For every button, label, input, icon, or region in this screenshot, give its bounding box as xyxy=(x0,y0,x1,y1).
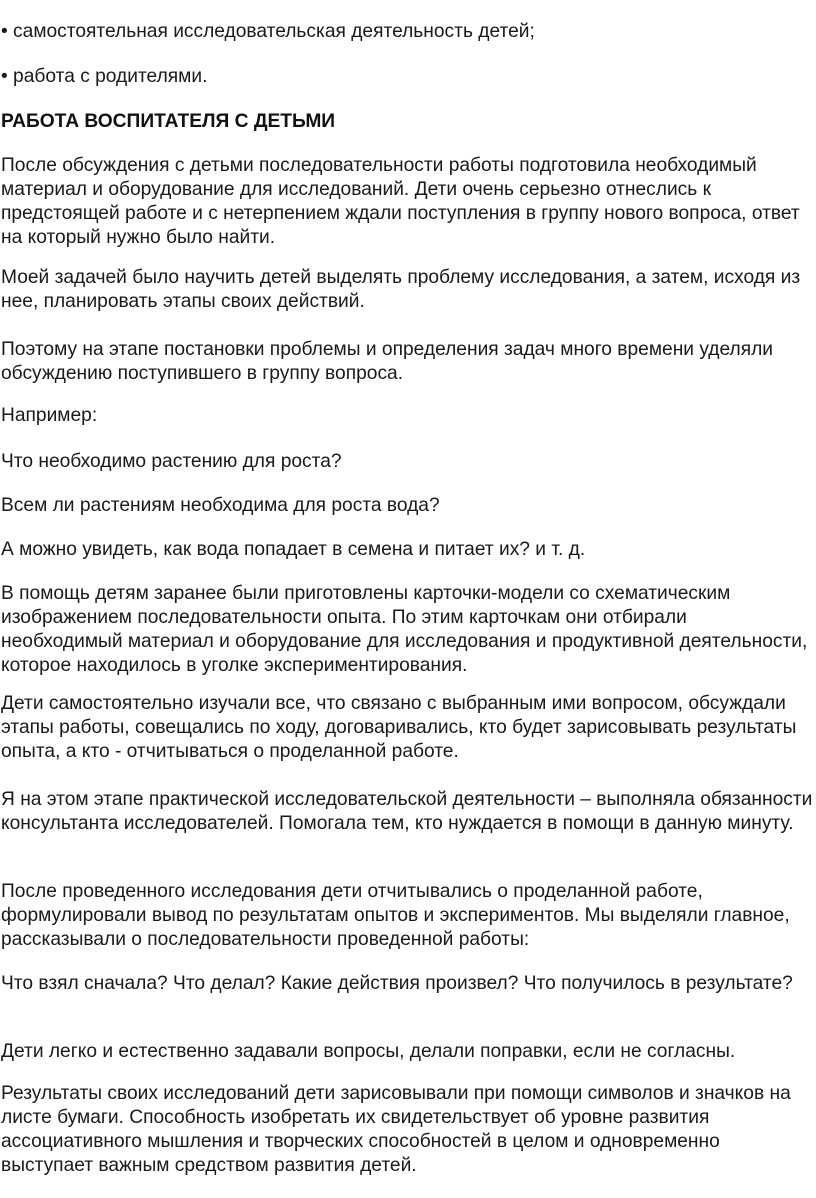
paragraph: После обсуждения с детьми последовательности работы подготовила необходимый материал и оборудование для исследований. Дети очень серьезно отнеслись к предстоящей работе и с нетерпением ждали поступления в группу нового вопроса, ответ на который нужно было найти. xyxy=(1,155,800,248)
paragraph: Дети самостоятельно изучали все, что связано с выбранным ими вопросом, обсуждали этапы работы, совещались по ходу, договаривались, кто будет зарисовывать результаты опыта, а кто - отчитываться о проделанной работе. xyxy=(1,693,797,762)
paragraph: Что необходимо растению для роста? xyxy=(1,451,342,472)
bullet-item: • самостоятельная исследовательская деятельность детей; xyxy=(1,21,535,42)
paragraph: Например: xyxy=(1,405,98,426)
paragraph: В помощь детям заранее были приготовлены карточки-модели со схематическим изображением последовательности опыта. По этим карточкам они отбирали необходимый материал и оборудование для исследования и продуктивной деятельности, которое находилось в уголке экспериментирования. xyxy=(1,583,808,676)
paragraph: Что взял сначала? Что делал? Какие действия произвел? Что получилось в результате? xyxy=(1,973,793,994)
paragraph: Моей задачей было научить детей выделять проблему исследования, а затем, исходя из нее, планировать этапы своих действий. xyxy=(1,267,801,312)
bullet-item: • работа с родителями. xyxy=(1,66,208,87)
paragraph: Поэтому на этапе постановки проблемы и определения задач много времени уделяли обсуждению поступившего в группу вопроса. xyxy=(1,339,774,384)
paragraph: Я на этом этапе практической исследовательской деятельности – выполняла обязанности консультанта исследователей. Помогала тем, кто нуждается в помощи в данную минуту. xyxy=(1,789,813,834)
paragraph: Дети легко и естественно задавали вопросы, делали поправки, если не согласны. xyxy=(1,1041,736,1062)
paragraph: Всем ли растениям необходима для роста вода? xyxy=(1,495,440,516)
section-heading: РАБОТА ВОСПИТАТЕЛЯ С ДЕТЬМИ xyxy=(1,111,336,132)
paragraph: А можно увидеть, как вода попадает в семена и питает их? и т. д. xyxy=(1,539,586,560)
paragraph: После проведенного исследования дети отчитывались о проделанной работе, формулировали вывод по результатам опытов и экспериментов. Мы выделяли главное, рассказывали о последовательности проведенной работы: xyxy=(1,881,790,950)
paragraph: Результаты своих исследований дети зарисовывали при помощи символов и значков на листе бумаги. Способность изобретать их свидетельствует об уровне развития ассоциативного мышления и творческих способностей в целом и одновременно выступает важным средством развития детей. xyxy=(1,1083,791,1176)
